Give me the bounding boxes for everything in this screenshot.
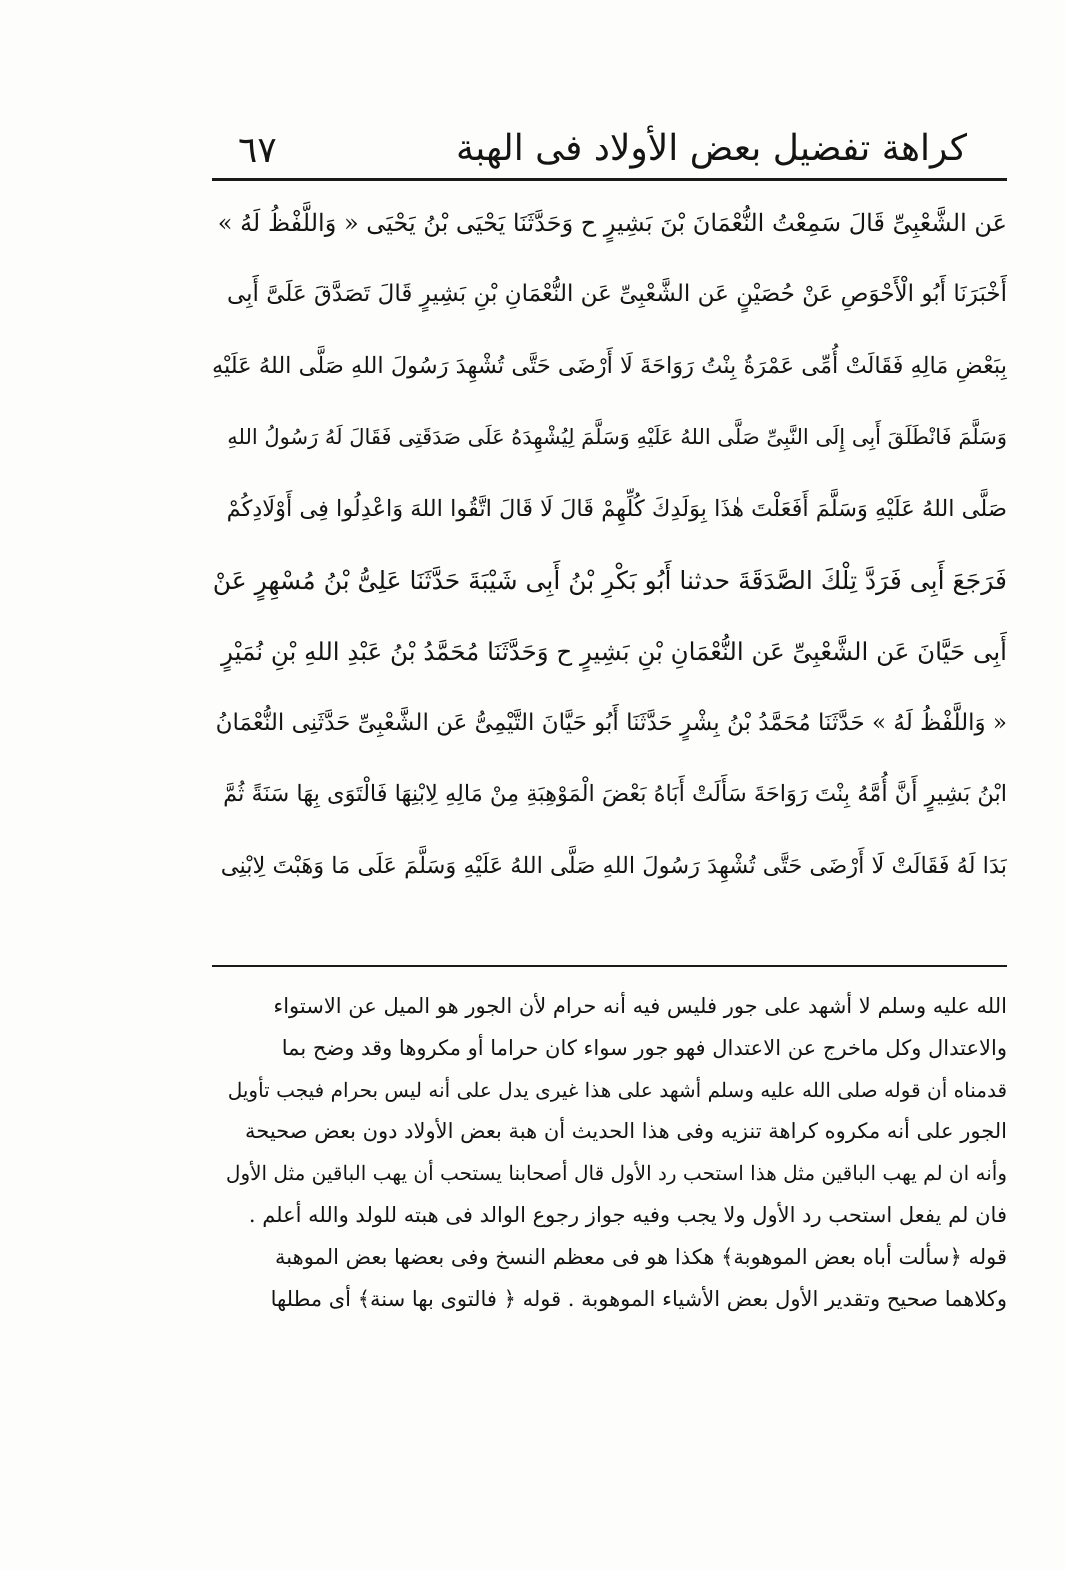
hadith-text [212, 188, 1007, 902]
section-divider [212, 965, 1007, 967]
page-header [212, 118, 1007, 180]
commentary-line-4: الجور على أنه مكروه كراهة تنزيه وفى هذا الحديث أن هبة بعض الأولاد دون بعض صحيحة [245, 1119, 1007, 1144]
page-number: ٦٧ [238, 130, 277, 171]
commentary-text [212, 986, 1007, 1320]
running-title: كراهة تفضيل بعض الأولاد فى الهبة [456, 128, 967, 169]
hadith-line-5: صَلَّى اللهُ عَلَيْهِ وَسَلَّمَ أَفَعَلْتَ هٰذَا بِوَلَدِكَ كُلِّهِمْ قَالَ لَا قَالَ اتَّقُوا اللهَ وَاعْدِلُوا فِى أَوْلَادِكُمْ [226, 495, 1007, 522]
header-rule [212, 178, 1007, 181]
hadith-line-8: « وَاللَّفْظُ لَهُ » حَدَّثَنَا مُحَمَّدُ بْنُ بِشْرٍ حَدَّثَنَا أَبُو حَيَّانَ التَّيْمِىُّ عَن الشَّعْبِىِّ حَدَّثَنِى النُّعْمَانُ [215, 709, 1007, 736]
hadith-line-3: بِبَعْضِ مَالِهِ فَقَالَتْ أُمِّى عَمْرَةُ بِنْتُ رَوَاحَةَ لَا أَرْضَى حَتَّى تُشْهِدَ رَسُولَ اللهِ صَلَّى اللهُ عَلَيْهِ [212, 352, 1007, 379]
hadith-line-2: أَخْبَرَنَا أَبُو الْأَحْوَصِ عَنْ حُصَيْنٍ عَن الشَّعْبِىِّ عَن النُّعْمَانِ بْنِ بَشِيرٍ قَالَ تَصَدَّقَ عَلَىَّ أَبِى [226, 281, 1007, 308]
hadith-line-1: عَن الشَّعْبِىِّ قَالَ سَمِعْتُ النُّعْمَانَ بْنَ بَشِيرٍ ح وَحَدَّثَنَا يَحْيَى بْنُ يَحْيَى « وَاللَّفْظُ لَهُ » [217, 209, 1007, 237]
commentary-line-6: فان لم يفعل استحب رد الأول ولا يجب وفيه جواز رجوع الوالد فى هبته للولد والله أعلم . [248, 1202, 1007, 1227]
hadith-line-10: بَدَا لَهُ فَقَالَتْ لَا أَرْضَى حَتَّى تُشْهِدَ رَسُولَ اللهِ صَلَّى اللهُ عَلَيْهِ وَسَلَّمَ عَلَى مَا وَهَبْتَ لِابْنِى [220, 852, 1007, 879]
commentary-line-8: وكلاهما صحيح وتقدير الأول بعض الأشياء الموهوبة . قوله ﴿ فالتوى بها سنة﴾ أى مطلها [270, 1286, 1007, 1311]
commentary-line-1: الله عليه وسلم لا أشهد على جور فليس فيه أنه حرام لأن الجور هو الميل عن الاستواء [273, 994, 1007, 1018]
commentary-line-3: قدمناه أن قوله صلى الله عليه وسلم أشهد على هذا غيرى يدل على أنه ليس بحرام فيجب تأويل [227, 1077, 1007, 1102]
commentary-line-2: والاعتدال وكل ماخرج عن الاعتدال فهو جور سواء كان حراما أو مكروها وقد وضح بما [281, 1035, 1007, 1060]
commentary-line-5: وأنه ان لم يهب الباقين مثل هذا استحب رد الأول قال أصحابنا يستحب أن يهب الباقين مثل الأول [225, 1161, 1007, 1186]
hadith-line-9: ابْنُ بَشِيرٍ أَنَّ أُمَّهُ بِنْتَ رَوَاحَةَ سَأَلَتْ أَبَاهُ بَعْضَ الْمَوْهِبَةِ مِنْ مَالِهِ لِابْنِهَا فَالْتَوَى بِهَا سَنَةً ثُمَّ [223, 781, 1007, 808]
commentary-line-7: قوله ﴿سألت أباه بعض الموهوبة﴾ هكذا هو فى معظم النسخ وفى بعضها بعض الموهبة [275, 1244, 1007, 1269]
hadith-line-6: فَرَجَعَ أَبِى فَرَدَّ تِلْكَ الصَّدَقَةَ حدثنا أَبُو بَكْرِ بْنُ أَبِى شَيْبَةَ حَدَّثَنَا عَلِىُّ بْنُ مُسْهِرٍ عَنْ [212, 565, 1007, 595]
hadith-line-4: وَسَلَّمَ فَانْطَلَقَ أَبِى إِلَى النَّبِىِّ صَلَّى اللهُ عَلَيْهِ وَسَلَّمَ لِيُشْهِدَهُ عَلَى صَدَقَتِى فَقَالَ لَهُ رَسُولُ اللهِ [227, 425, 1007, 450]
hadith-line-7: أَبِى حَيَّانَ عَن الشَّعْبِىِّ عَن النُّعْمَانِ بْنِ بَشِيرٍ ح وَحَدَّثَنَا مُحَمَّدُ بْنُ عَبْدِ اللهِ بْنِ نُمَيْرٍ [221, 637, 1007, 667]
